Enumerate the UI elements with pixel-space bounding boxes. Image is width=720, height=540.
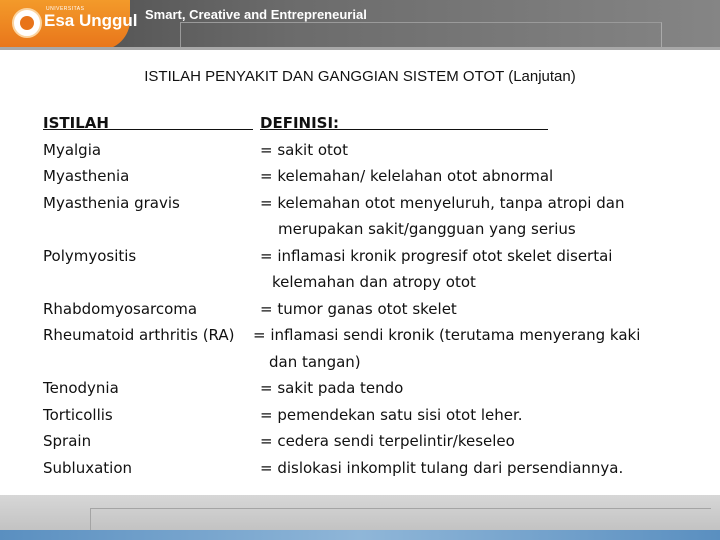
definition: = tumor ganas otot skelet (260, 299, 457, 318)
column-header-definition: DEFINISI: (260, 110, 548, 130)
list-item (43, 402, 703, 429)
definition: = inflamasi sendi kronik (terutama menyerang kaki (253, 326, 641, 344)
term: Tenodynia (43, 379, 119, 397)
term: Myasthenia gravis (43, 193, 180, 212)
footer-edge-decoration (0, 530, 720, 540)
university-logo-icon (12, 8, 42, 38)
term: Rheumatoid arthritis (RA) (43, 326, 235, 344)
header-frame-decoration (180, 22, 662, 50)
list-item (43, 322, 703, 349)
definition-continuation: kelemahan dan atropy otot (272, 273, 476, 291)
list-item (43, 455, 703, 482)
definition: = sakit otot (260, 140, 348, 159)
logo-text: Esa Unggul (44, 11, 138, 30)
definition: = dislokasi inkomplit tulang dari persendiannya. (260, 458, 624, 477)
logo-subtitle: UNIVERSITAS (46, 6, 85, 12)
header-row (43, 110, 703, 137)
term: Torticollis (43, 405, 113, 424)
column-header-term: ISTILAH (43, 110, 253, 130)
definition: = sakit pada tendo (260, 379, 404, 397)
list-item (43, 190, 703, 217)
definition: = cedera sendi terpelintir/keseleo (260, 432, 515, 450)
definition-list (43, 110, 703, 481)
term: Subluxation (43, 458, 133, 477)
list-item (43, 375, 703, 402)
term: Rhabdomyosarcoma (43, 299, 198, 318)
list-item (43, 216, 703, 243)
slide-title: ISTILAH PENYAKIT DAN GANGGIAN SISTEM OTOT (Lanjutan) (144, 68, 576, 85)
definition: = kelemahan otot menyeluruh, tanpa atropi dan (260, 193, 625, 212)
tagline: Smart, Creative and Entrepreneurial (145, 7, 367, 22)
list-item (43, 269, 703, 296)
term: Polymyositis (43, 246, 137, 265)
term: Sprain (43, 432, 92, 450)
definition: = pemendekan satu sisi otot leher. (260, 405, 523, 424)
definition-continuation: merupakan sakit/gangguan yang serius (278, 220, 576, 238)
list-item (43, 296, 703, 323)
term: Myalgia (43, 140, 102, 159)
list-item (43, 163, 703, 190)
list-item (43, 137, 703, 164)
definition: = inflamasi kronik progresif otot skelet disertai (260, 246, 613, 265)
definition-continuation: dan tangan) (269, 352, 361, 371)
definition: = kelemahan/ kelelahan otot abnormal (260, 167, 554, 185)
header-divider (0, 47, 720, 50)
term: Myasthenia (43, 167, 130, 185)
list-item (43, 243, 703, 270)
list-item (43, 428, 703, 455)
list-item (43, 349, 703, 376)
header-banner (0, 0, 720, 50)
